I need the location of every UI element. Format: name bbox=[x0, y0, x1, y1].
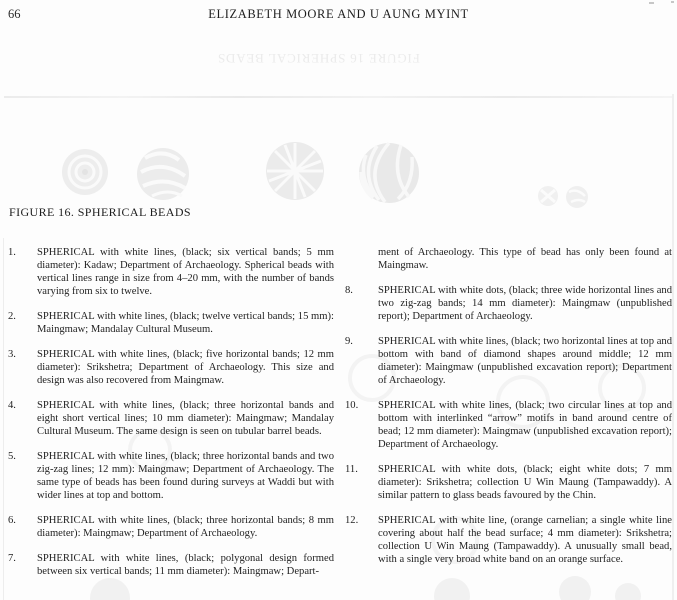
page-number: 66 bbox=[8, 7, 21, 21]
entry-text: SPHERICAL with white lines, (black; two horizontal lines at top and bottom with band of diamond shapes around middle; 12 mm diameter): Maingmaw (unpublished excavation report); Department of Archaeology. bbox=[378, 336, 672, 386]
bead-entry-10 bbox=[345, 399, 672, 451]
entry-number: 3. bbox=[8, 349, 16, 360]
bead-entry-9 bbox=[345, 335, 672, 387]
entry-text: SPHERICAL with white lines, (black; five horizontal bands; 12 mm diameter): Srikshetra; Department of Archaeology. This size and design was also recovered from Maingmaw. bbox=[37, 349, 334, 386]
entry-text: SPHERICAL with white lines, (black; two circular lines at top and bottom with interlinked “arrow” motifs in band around centre of bead; 12 mm diameter): Maingmaw (unpublished excavation report); Department of Archaeology. bbox=[378, 400, 672, 450]
entry-number: 12. bbox=[345, 515, 359, 526]
scan-speck bbox=[649, 2, 654, 4]
bead-concentric-circles bbox=[62, 149, 108, 195]
entry-text: SPHERICAL with white lines, (black; three horizontal bands; 8 mm diameter): Maingmaw; Department of Archaeology. bbox=[37, 515, 334, 539]
entry-text: SPHERICAL with white dots, (black; eight white dots; 7 mm diameter): Srikshetra; collection U Win Maung (Tampawaddy). A similar pattern to glass beads favoured by the Chin. bbox=[378, 464, 672, 501]
entry-number: 4. bbox=[8, 400, 16, 411]
entry-number: 6. bbox=[8, 515, 16, 526]
bead-diagonal-bands bbox=[137, 148, 189, 200]
bead-entry-6 bbox=[8, 514, 334, 540]
entry-number: 11. bbox=[345, 464, 358, 475]
figure-caption: FIGURE 16. SPHERICAL BEADS bbox=[9, 205, 191, 219]
bead-entry-5 bbox=[8, 450, 334, 502]
scan-speck bbox=[671, 1, 674, 3]
entry-number: 2. bbox=[8, 311, 16, 322]
bead-small-right bbox=[566, 186, 588, 208]
entry-number: 1. bbox=[8, 247, 16, 258]
plate-top-edge bbox=[4, 96, 673, 98]
entry-number: 10. bbox=[345, 400, 359, 411]
bead-entry-4 bbox=[8, 399, 334, 438]
scan-edge-right bbox=[672, 94, 674, 600]
bead-entry-3 bbox=[8, 348, 334, 387]
bead-entry-12 bbox=[345, 514, 672, 566]
entry-number: 5. bbox=[8, 451, 16, 462]
bead-entry-7 bbox=[8, 552, 334, 578]
entry-text: SPHERICAL with white lines, (black; three horizontal bands and eight short vertical lines; 10 mm diameter): Maingmaw; Mandalay Cultural Museum. The same design is seen on tubular barrel beads. bbox=[37, 400, 334, 437]
running-header: ELIZABETH MOORE AND U AUNG MYINT bbox=[208, 7, 469, 21]
entry-text: ment of Archaeology. This type of bead has only been found at Maingmaw. bbox=[378, 247, 672, 271]
bead-entry-7-continued bbox=[345, 246, 672, 272]
bead-entry-11 bbox=[345, 463, 672, 502]
entry-number: 9. bbox=[345, 336, 353, 347]
entry-text: SPHERICAL with white line, (orange carnelian; a single white line covering about half the bead surface; 4 mm diameter): Srikshetra; collection U Win Maung (Tampawaddy). A unusually small bead, with a single very broad white band on an orange surface. bbox=[378, 515, 672, 565]
bead-melon-lines bbox=[359, 143, 419, 203]
bead-entry-1 bbox=[8, 246, 334, 298]
catalogue-column-left bbox=[8, 246, 334, 590]
catalogue-column-right bbox=[345, 246, 672, 578]
entry-text: SPHERICAL with white lines, (black; six vertical bands; 5 mm diameter): Kadaw; Department of Archaeology. Spherical beads with vertical lines range in size from 4–20 mm, with the number of bands varying from six to twelve. bbox=[37, 247, 334, 297]
bead-radial-lines bbox=[266, 142, 324, 200]
entry-text: SPHERICAL with white lines, (black; three horizontal bands and two zig-zag lines; 12 mm): Maingmaw; Department of Archaeology. The same type of beads has been found during surveys at Waddi but with wider lines at top and bottom. bbox=[37, 451, 334, 501]
bleed-through-caption: FIGURE 16 SPHERICAL BEADS bbox=[217, 51, 420, 66]
bead-entry-8 bbox=[345, 284, 672, 323]
bead-entry-2 bbox=[8, 310, 334, 336]
entry-text: SPHERICAL with white dots, (black; three wide horizontal lines and two zig-zag bands; 14 mm diameter): Maingmaw (unpublished report); Department of Archaeology. bbox=[378, 285, 672, 322]
entry-text: SPHERICAL with white lines, (black; polygonal design formed between six vertical bands; 11 mm diameter): Maingmaw; Depart- bbox=[37, 553, 334, 577]
entry-number: 7. bbox=[8, 553, 16, 564]
entry-number: 8. bbox=[345, 285, 353, 296]
entry-text: SPHERICAL with white lines, (black; twelve vertical bands; 15 mm): Maingmaw; Mandalay Cultural Museum. bbox=[37, 311, 334, 335]
scan-edge-left bbox=[3, 238, 4, 600]
bead-small-left bbox=[538, 186, 558, 206]
